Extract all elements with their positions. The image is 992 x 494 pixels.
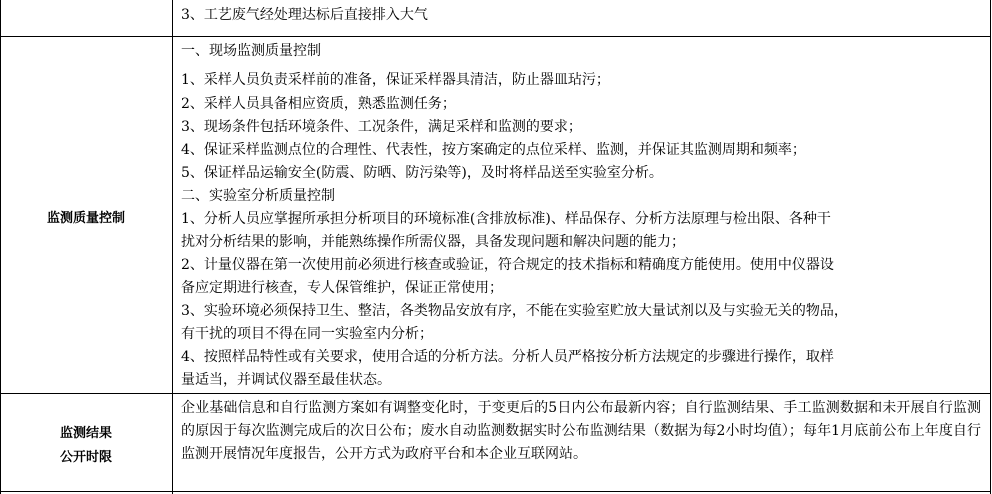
- qc-line-13: 有干扰的项目不得在同一实验室内分析；: [181, 326, 433, 342]
- qc-line-6: 5、保证样品运输安全(防震、防晒、防污染等)，及时将样品送至实验室分析。: [181, 165, 663, 181]
- qc-line-15: 量适当，并调试仪器至最佳状态。: [181, 372, 391, 388]
- qc-line-5: 4、保证采样监测点位的合理性、代表性，按方案确定的点位采样、监测，并保证其监测周期和频率；: [181, 142, 806, 158]
- qc-line-12: 3、实验环境必须保持卫生、整洁，各类物品安放有序，不能在实验室贮放大量试剂以及与实验无关的物品，: [181, 303, 848, 319]
- qc-line-10: 2、计量仪器在第一次使用前必须进行核查或验证，符合规定的技术指标和精确度方能使用。使用中仪器设: [181, 257, 834, 273]
- table-column-divider: [172, 0, 173, 494]
- quality-control-label: 监测质量控制: [46, 211, 125, 226]
- qc-line-1: 一、现场监测质量控制: [181, 43, 321, 59]
- qc-line-3: 2、采样人员具备相应资质，熟悉监测任务；: [181, 96, 456, 112]
- table-border-right: [990, 0, 991, 494]
- row-divider-top: [0, 36, 991, 37]
- disclosure-label-line-2: 公开时限: [59, 450, 112, 465]
- qc-line-14: 4、按照样品特性或有关要求，使用合适的分析方法。分析人员严格按分析方法规定的步骤进行操作，取样: [181, 349, 834, 365]
- qc-line-11: 备应定期进行核查，专人保管维护，保证正常使用；: [181, 280, 503, 296]
- disclosure-label-line-1: 监测结果: [59, 426, 112, 441]
- qc-line-7: 二、实验室分析质量控制: [181, 188, 335, 204]
- table-border-left: [0, 0, 1, 494]
- disclosure-text: 企业基础信息和自行监测方案如有调整变化时，于变更后的5日内公布最新内容；自行监测结果、手工监测数据和未开展自行监测的原因于每次监测完成后的次日公布；废水自动监测数据实时公布监测结果（数据为每2小时均值）；每年1月底前公布上年度自行监测开展情况年度报告，公开方式为政府平台和本企业互联网站。: [181, 400, 981, 462]
- table-border-bottom: [0, 491, 991, 492]
- qc-line-4: 3、现场条件包括环境条件、工况条件，满足采样和监测的要求；: [181, 119, 582, 135]
- qc-line-8: 1、分析人员应掌握所承担分析项目的环境标准(含排放标准)、样品保存、分析方法原理与检出限、各种干: [181, 211, 831, 227]
- qc-line-2: 1、采样人员负责采样前的准备，保证采样器具清洁，防止器皿玷污；: [181, 72, 610, 88]
- row-divider-middle: [0, 393, 991, 394]
- qc-line-9: 扰对分析结果的影响，并能熟练操作所需仪器，具备发现问题和解决问题的能力；: [181, 234, 685, 250]
- wastegas-discharge-text: 3、工艺废气经处理达标后直接排入大气: [181, 7, 428, 23]
